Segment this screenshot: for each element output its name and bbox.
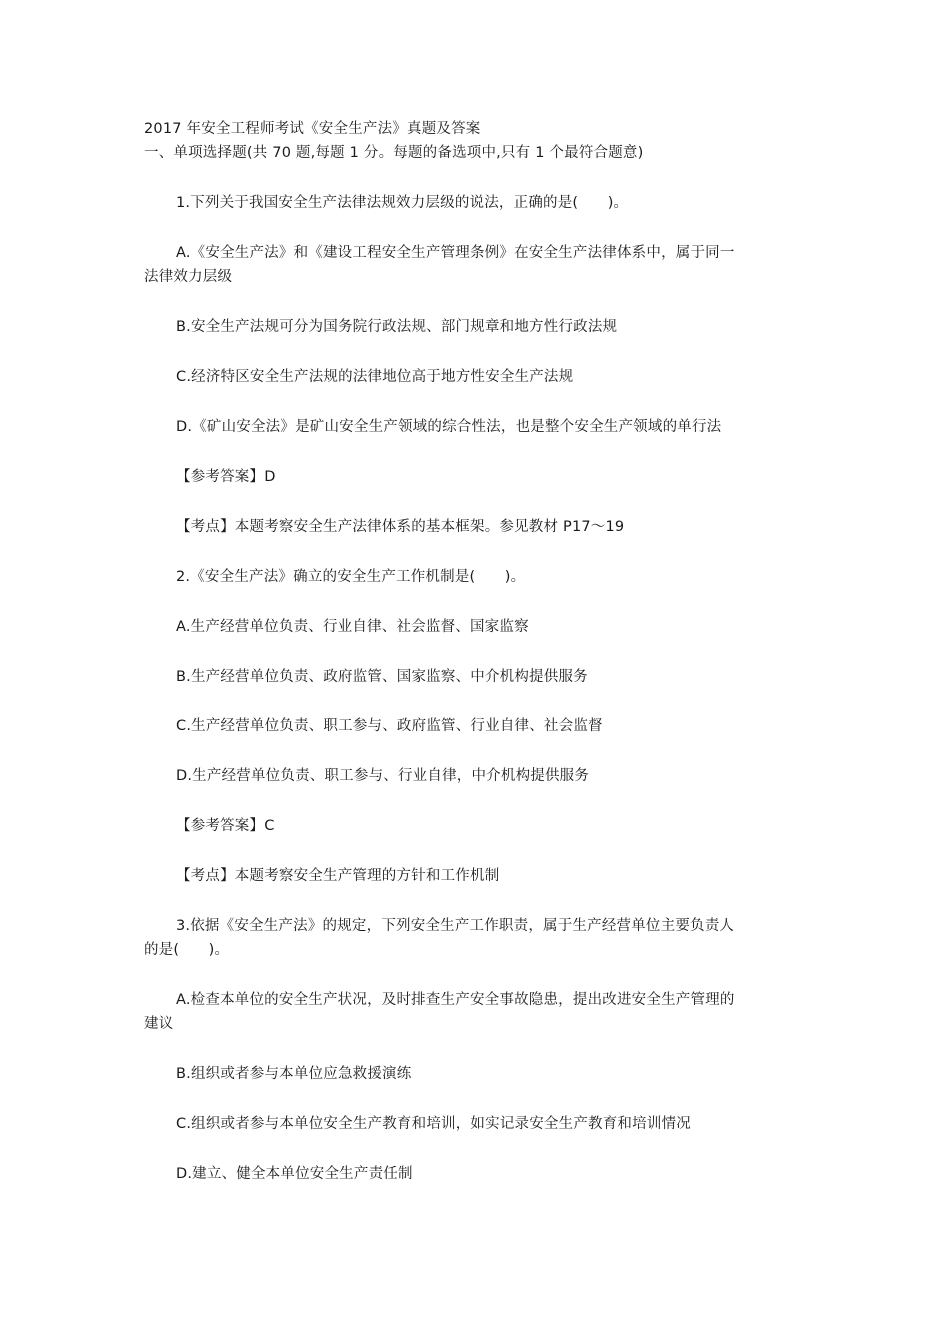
question-1-option-d: D.《矿山安全法》是矿山安全生产领域的综合性法，也是整个安全生产领域的单行法 [176, 419, 722, 435]
question-3-option-b: B.组织或者参与本单位应急救援演练 [176, 1066, 412, 1082]
section-heading: 一、单项选择题(共 70 题,每题 1 分。每题的备选项中,只有 1 个最符合题意) [144, 145, 644, 161]
question-3-stem-continued: 的是( )。 [144, 942, 230, 958]
question-3-option-a: A.检查本单位的安全生产状况，及时排查生产安全事故隐患，提出改进安全生产管理的 [176, 992, 735, 1008]
question-3-option-a-continued: 建议 [144, 1016, 174, 1032]
question-2-key-point: 【考点】本题考察安全生产管理的方针和工作机制 [176, 868, 500, 884]
question-1-option-b: B.安全生产法规可分为国务院行政法规、部门规章和地方性行政法规 [176, 319, 618, 335]
question-2-stem: 2.《安全生产法》确立的安全生产工作机制是( )。 [176, 569, 526, 585]
question-3-stem: 3.依据《安全生产法》的规定，下列安全生产工作职责，属于生产经营单位主要负责人 [176, 918, 735, 934]
question-2-option-b: B.生产经营单位负责、政府监管、国家监察、中介机构提供服务 [176, 669, 588, 685]
question-1-answer: 【参考答案】D [176, 469, 276, 485]
document-title: 2017 年安全工程师考试《安全生产法》真题及答案 [144, 121, 481, 137]
question-2-option-d: D.生产经营单位负责、职工参与、行业自律，中介机构提供服务 [176, 768, 590, 784]
question-2-answer: 【参考答案】C [176, 818, 275, 834]
question-2-option-c: C.生产经营单位负责、职工参与、政府监管、行业自律、社会监督 [176, 718, 603, 734]
question-2-option-a: A.生产经营单位负责、行业自律、社会监督、国家监察 [176, 619, 529, 635]
question-1-stem: 1.下列关于我国安全生产法律法规效力层级的说法，正确的是( )。 [176, 195, 629, 211]
question-1-key-point: 【考点】本题考察安全生产法律体系的基本框架。参见教材 P17～19 [176, 519, 625, 535]
question-1-option-c: C.经济特区安全生产法规的法律地位高于地方性安全生产法规 [176, 369, 574, 385]
question-3-option-d: D.建立、健全本单位安全生产责任制 [176, 1166, 413, 1182]
question-1-option-a-continued: 法律效力层级 [144, 269, 233, 285]
question-1-option-a: A.《安全生产法》和《建设工程安全生产管理条例》在安全生产法律体系中，属于同一 [176, 245, 735, 261]
question-3-option-c: C.组织或者参与本单位安全生产教育和培训，如实记录安全生产教育和培训情况 [176, 1116, 691, 1132]
